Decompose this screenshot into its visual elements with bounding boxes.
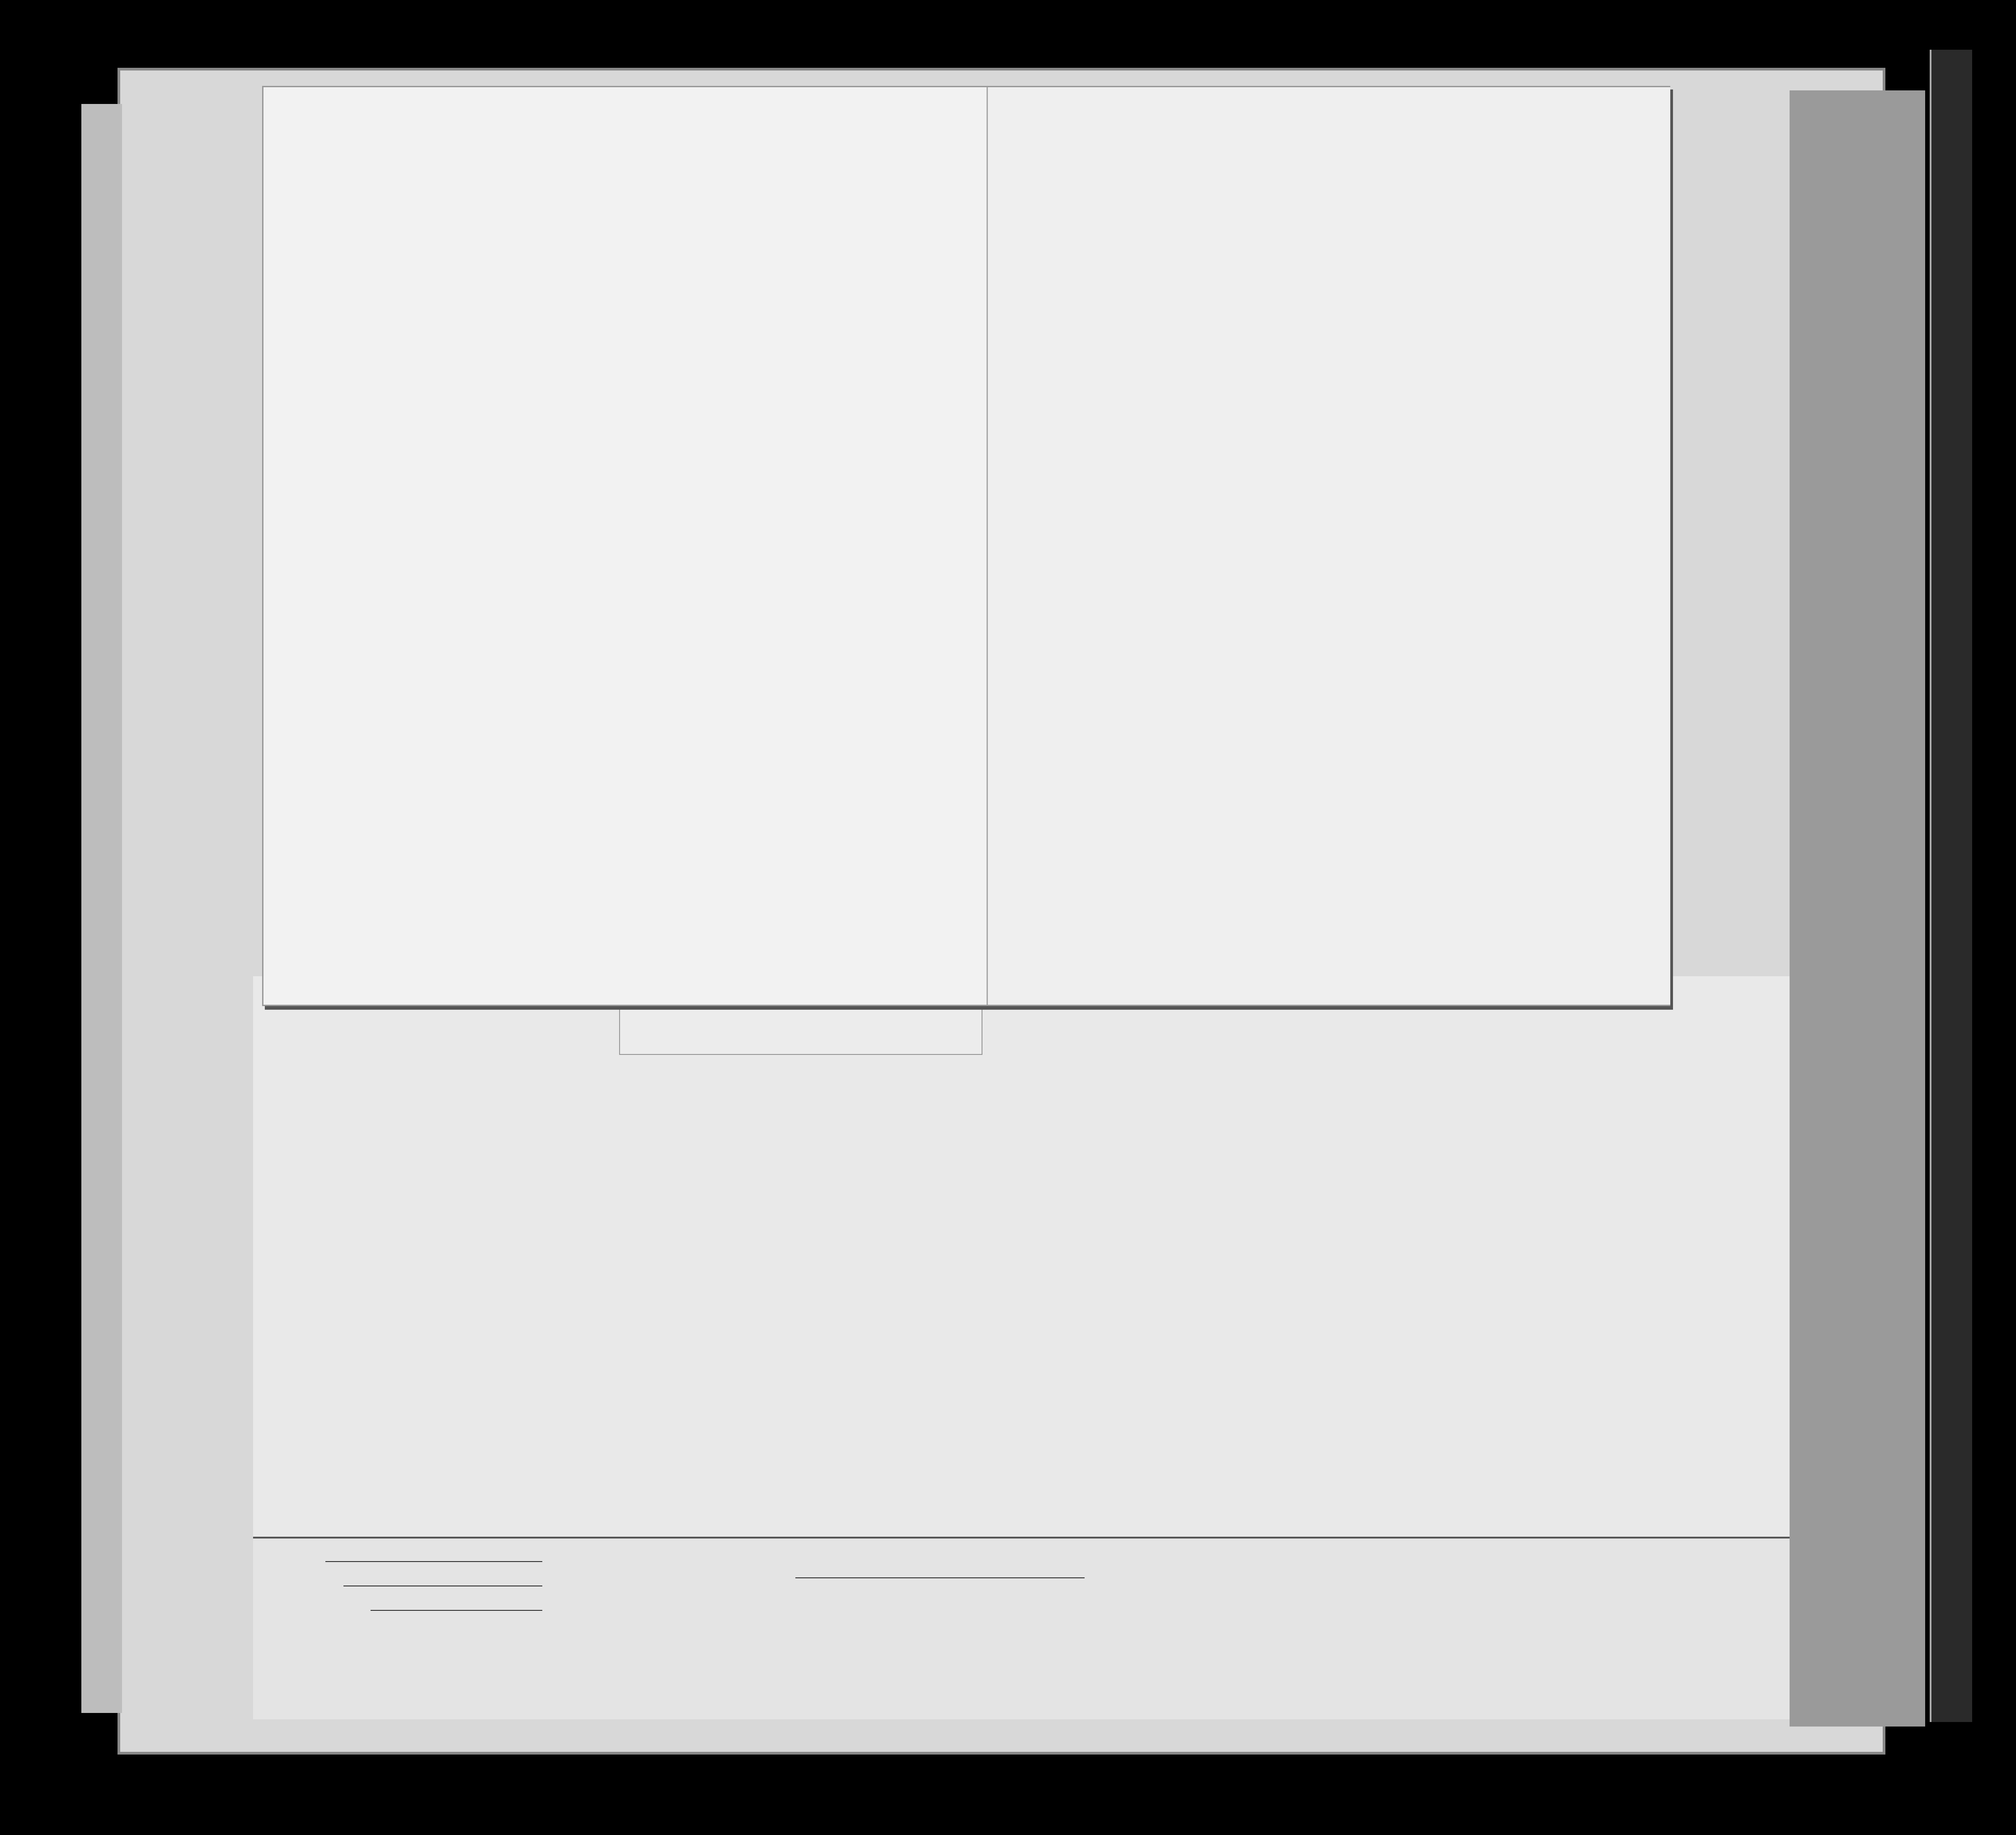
- binder-spine-right: [1930, 50, 1972, 1722]
- binder-edge-right: [1790, 90, 1925, 1727]
- manifest-footer: [253, 1537, 1790, 1719]
- agents-field: [371, 1610, 542, 1611]
- line-field: [325, 1561, 542, 1562]
- binder-edge-left: [81, 104, 122, 1713]
- crew-list-content: [262, 86, 1668, 1003]
- alien-manifest-rows: [253, 976, 1790, 1537]
- inspector-signature-line: [795, 1577, 1085, 1578]
